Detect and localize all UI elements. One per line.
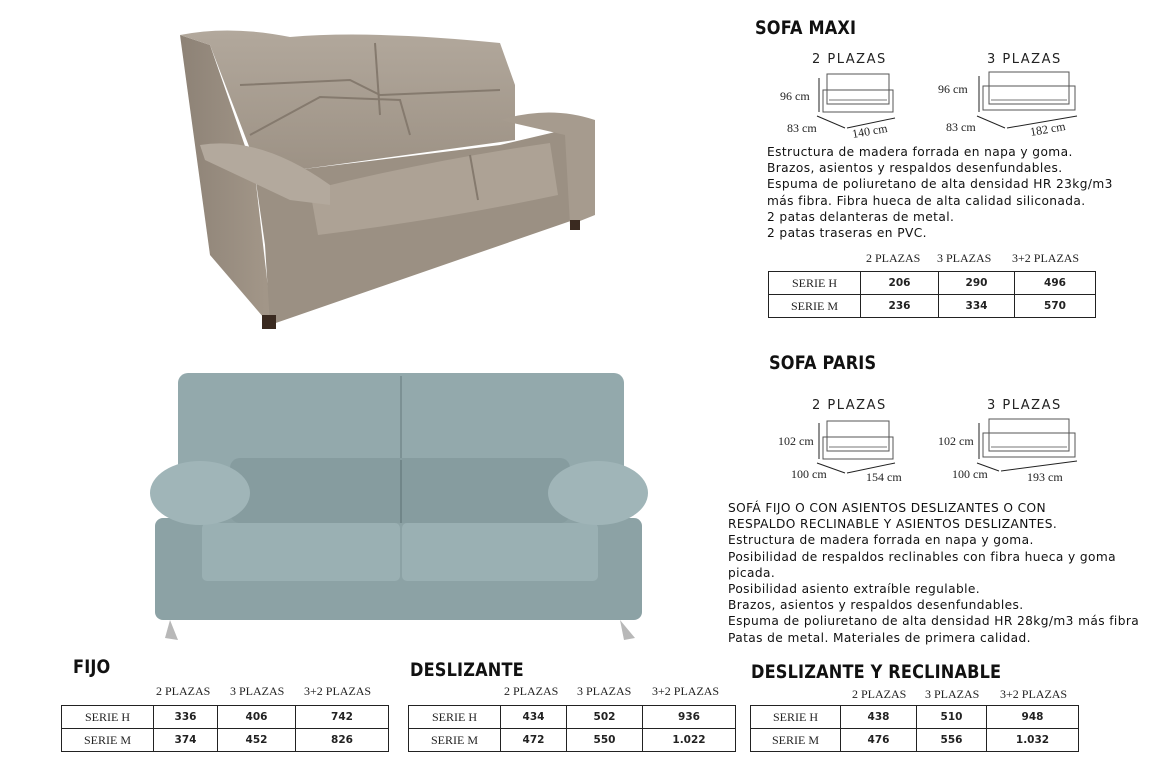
maxi-col-3-2-plazas: 3+2 PLAZAS (1012, 251, 1080, 265)
price-cell: 1.022 (643, 729, 736, 752)
price-cell: 948 (987, 706, 1079, 729)
paris-desc-line: picada. (728, 565, 776, 580)
paris-desc-line: Espuma de poliuretano de alta densidad HR 28kg/m3 más fibra (728, 614, 1140, 629)
serie-label: SERIE H (751, 706, 841, 729)
table-row (409, 729, 736, 752)
maxi-desc-line: 2 patas traseras en PVC. (767, 226, 927, 241)
paris-desc-line: Patas de metal. Materiales de primera calidad. (728, 630, 1031, 645)
price-cell: 236 (861, 295, 939, 318)
reclinable-col-2-plazas: 2 PLAZAS (852, 687, 907, 701)
reclinable-title: DESLIZANTE Y RECLINABLE (751, 661, 1002, 683)
price-cell: 452 (218, 729, 296, 752)
sofa-3-plazas-icon (975, 415, 1080, 477)
maxi-desc-line: Brazos, asientos y respaldos desenfundables. (767, 161, 1063, 176)
fijo-price-table (61, 705, 389, 752)
maxi-desc-line: más fibra. Fibra hueca de alta calidad siliconada. (767, 193, 1086, 208)
reclinable-col-3-2-plazas: 3+2 PLAZAS (1000, 687, 1068, 701)
price-cell: 336 (154, 706, 218, 729)
maxi-col-2-plazas: 2 PLAZAS (866, 251, 921, 265)
maxi-desc-line: Estructura de madera forrada en napa y goma. (767, 145, 1073, 159)
table-row (769, 272, 1096, 295)
deslizante-col-3-2-plazas: 3+2 PLAZAS (652, 684, 720, 698)
maxi-desc-line: Espuma de poliuretano de alta densidad HR 23kg/m3 (767, 177, 1113, 192)
price-cell: 502 (567, 706, 643, 729)
fijo-col-3-2-plazas: 3+2 PLAZAS (304, 684, 372, 698)
price-cell: 406 (218, 706, 296, 729)
serie-label: SERIE H (409, 706, 501, 729)
price-cell: 438 (841, 706, 917, 729)
sofa-2-plazas-icon (815, 417, 897, 477)
paris-desc-line: Estructura de madera forrada en napa y goma. (728, 533, 1034, 548)
paris-3-plazas-label: 3 PLAZAS (987, 398, 1062, 413)
maxi-3-width: 182 cm (1028, 119, 1067, 139)
price-cell: 556 (917, 729, 987, 752)
table-row (62, 706, 389, 729)
price-cell: 826 (296, 729, 389, 752)
price-cell: 472 (501, 729, 567, 752)
table-row (751, 706, 1079, 729)
table-row (751, 729, 1079, 752)
price-cell: 476 (841, 729, 917, 752)
price-cell: 434 (501, 706, 567, 729)
reclinable-col-3-plazas: 3 PLAZAS (925, 687, 980, 701)
fijo-col-2-plazas: 2 PLAZAS (156, 684, 211, 698)
serie-label: SERIE M (769, 295, 861, 318)
paris-3-width: 193 cm (1027, 470, 1063, 484)
table-row (62, 729, 389, 752)
maxi-3-height: 96 cm (938, 82, 968, 96)
maxi-2-depth: 83 cm (787, 121, 817, 135)
price-cell: 742 (296, 706, 389, 729)
price-cell: 290 (939, 272, 1015, 295)
fijo-title: FIJO (73, 656, 111, 678)
maxi-description (767, 144, 1113, 241)
serie-label: SERIE H (62, 706, 154, 729)
maxi-3-depth: 83 cm (946, 120, 976, 134)
maxi-2-height: 96 cm (780, 89, 810, 103)
serie-label: SERIE H (769, 272, 861, 295)
table-row (769, 295, 1096, 318)
maxi-2-width: 140 cm (850, 121, 889, 141)
sofa-paris-image (150, 368, 650, 643)
paris-desc-line: Posibilidad de respaldos reclinables con fibra hueca y goma (728, 549, 1117, 564)
fijo-col-3-plazas: 3 PLAZAS (230, 684, 285, 698)
deslizante-col-3-plazas: 3 PLAZAS (577, 684, 632, 698)
price-cell: 550 (567, 729, 643, 752)
maxi-2-plazas-label: 2 PLAZAS (812, 52, 887, 67)
deslizante-title: DESLIZANTE (410, 659, 524, 681)
maxi-desc-line: 2 patas delanteras de metal. (767, 209, 955, 224)
sofa-paris-title: SOFA PARIS (769, 352, 877, 374)
table-row (409, 706, 736, 729)
paris-desc-line: SOFÁ FIJO O CON ASIENTOS DESLIZANTES O CON (728, 501, 1047, 515)
price-cell: 1.032 (987, 729, 1079, 752)
price-cell: 374 (154, 729, 218, 752)
sofa-maxi-image (170, 25, 610, 335)
maxi-col-3-plazas: 3 PLAZAS (937, 251, 992, 265)
deslizante-col-2-plazas: 2 PLAZAS (504, 684, 559, 698)
maxi-3-plazas-label: 3 PLAZAS (987, 52, 1062, 67)
paris-2-plazas-label: 2 PLAZAS (812, 398, 887, 413)
paris-3-height: 102 cm (938, 434, 974, 448)
serie-label: SERIE M (62, 729, 154, 752)
paris-description (728, 500, 1139, 646)
paris-desc-line: Brazos, asientos y respaldos desenfundables. (728, 598, 1024, 613)
deslizante-price-table (408, 705, 736, 752)
serie-label: SERIE M (409, 729, 501, 752)
reclinable-price-table (750, 705, 1079, 752)
paris-2-height: 102 cm (778, 434, 814, 448)
paris-3-depth: 100 cm (952, 467, 988, 481)
serie-label: SERIE M (751, 729, 841, 752)
price-cell: 334 (939, 295, 1015, 318)
price-cell: 510 (917, 706, 987, 729)
price-cell: 936 (643, 706, 736, 729)
paris-2-depth: 100 cm (791, 467, 827, 481)
price-cell: 496 (1015, 272, 1096, 295)
price-cell: 570 (1015, 295, 1096, 318)
paris-desc-line: Posibilidad asiento extraíble regulable. (728, 582, 981, 597)
paris-desc-line: RESPALDO RECLINABLE Y ASIENTOS DESLIZANTES. (728, 517, 1058, 532)
paris-2-width: 154 cm (866, 470, 902, 484)
sofa-maxi-title: SOFA MAXI (755, 17, 857, 39)
price-cell: 206 (861, 272, 939, 295)
maxi-price-table (768, 271, 1096, 318)
